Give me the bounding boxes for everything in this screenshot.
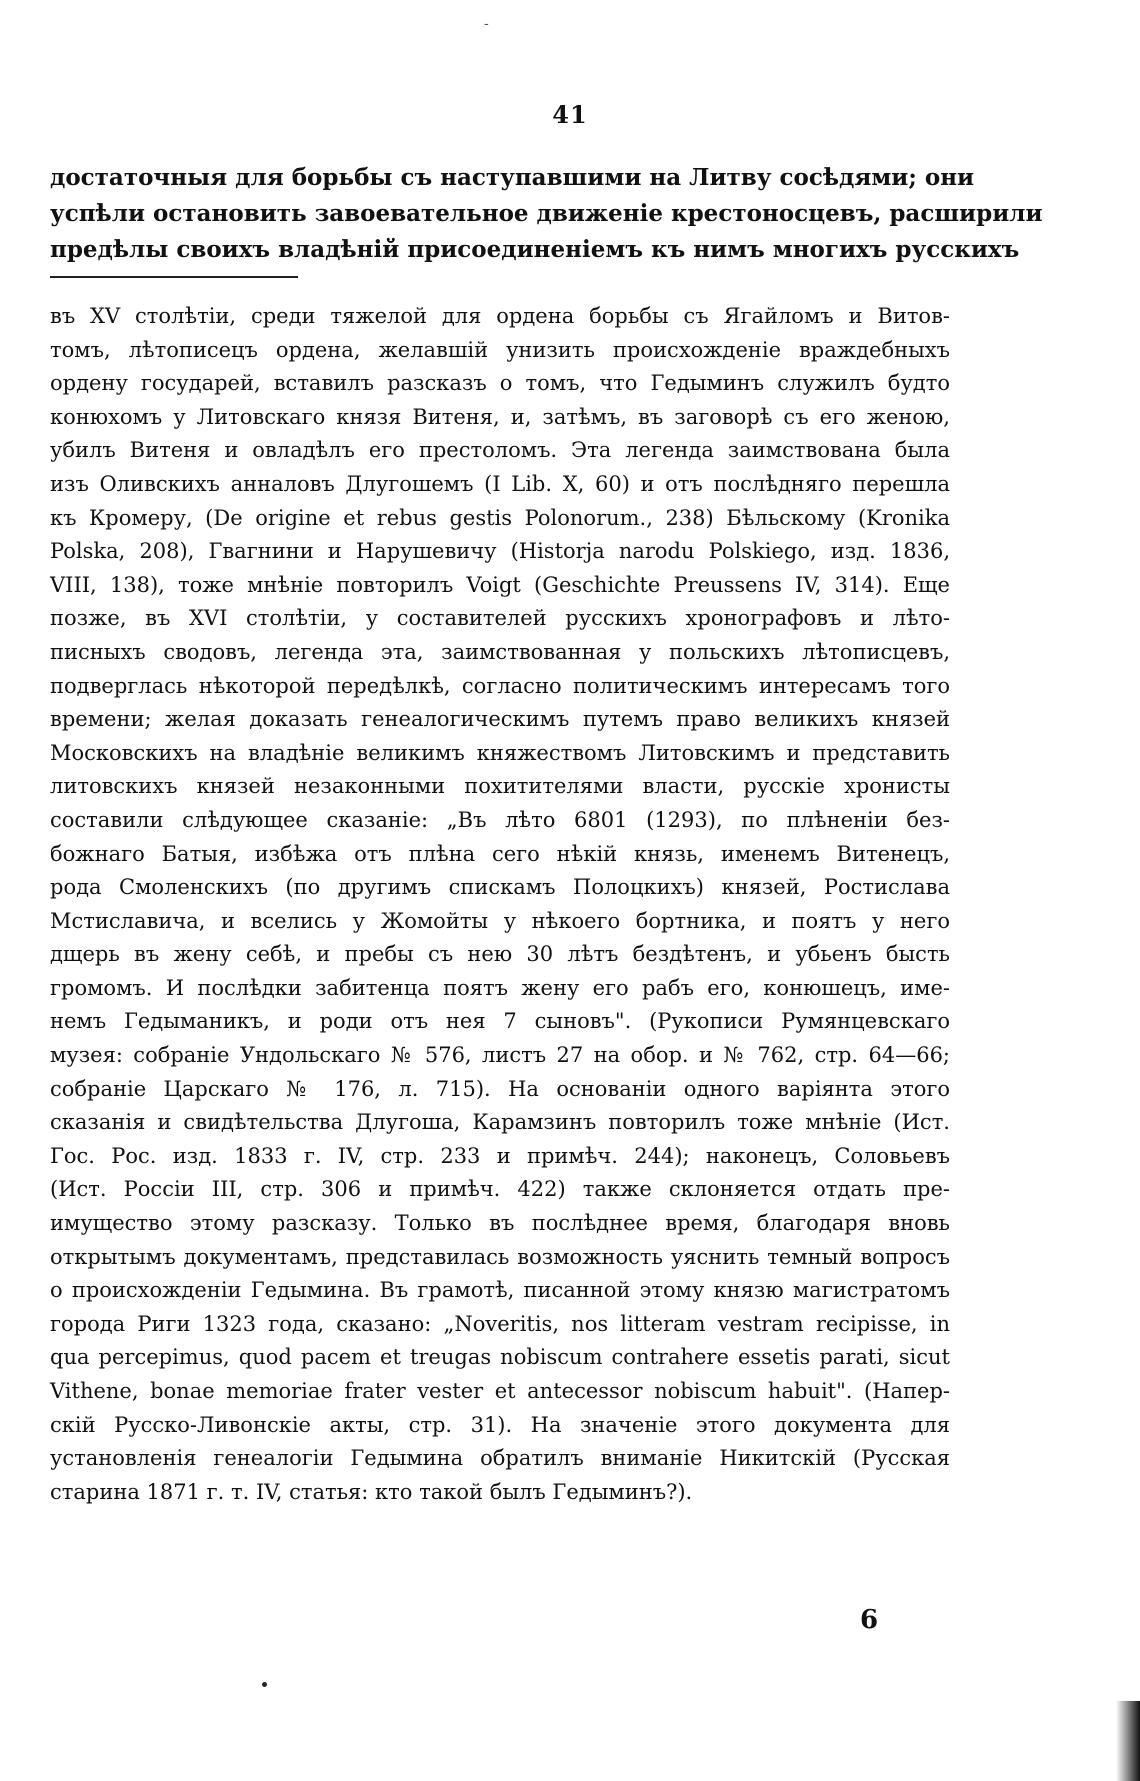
footnote-line: qua percepimus, quod pacem et treugas nobiscum contrahere essetis parati, sicut: [50, 1345, 950, 1370]
footnote-line: рода Смоленскихъ (по другимъ спискамъ Полоцкихъ) князей, Ростислава: [50, 875, 950, 900]
footnote-line: города Риги 1323 года, сказано: „Noveritis, nos litteram vestram recipisse, in: [50, 1311, 950, 1336]
footnote: [50, 300, 950, 1509]
footnote-line: писныхъ сводовъ, легенда эта, заимствованная у польскихъ лѣтописцевъ,: [50, 639, 950, 664]
footnote-line: позже, въ XVI столѣтіи, у составителей русскихъ хронографовъ и лѣто-: [50, 606, 950, 631]
footnote-line: собраніе Царскаго № 176, л. 715). На основаніи одного варіянта этого: [50, 1076, 950, 1101]
footnote-line: сказанія и свидѣтельства Длугоша, Карамзинъ повторилъ тоже мнѣніе (Ист.: [50, 1110, 950, 1135]
footnote-line: Polska, 208), Гвагнини и Нарушевичу (Historja narodu Polskiego, изд. 1836,: [50, 539, 950, 564]
footnote-line: томъ, лѣтописецъ ордена, желавшій унизить происхожденіе враждебныхъ: [50, 337, 950, 362]
footnote-line: громомъ. И послѣдки забитенца поятъ жену его рабъ его, конюшецъ, име-: [50, 975, 950, 1000]
footnote-line: подверглась нѣкоторой передѣлкѣ, согласно политическимъ интересамъ того: [50, 673, 950, 698]
footnote-line: Vithene, bonae memoriae frater vester et antecessor nobiscum habuit". (Напер-: [50, 1379, 950, 1403]
main-text: [50, 160, 1043, 268]
footnote-line: ордену государей, вставилъ разсказъ о томъ, что Гедыминъ служилъ будто: [50, 371, 950, 396]
footnote-line: музея: собраніе Ундольскаго № 576, листъ 27 на обор. и № 762, стр. 64—66;: [50, 1043, 950, 1068]
footnote-line: Гос. Рос. изд. 1833 г. IV, стр. 233 и примѣч. 244); наконецъ, Соловьевъ: [50, 1143, 950, 1168]
footnote-line: открытымъ документамъ, представилась возможность уяснить темный вопросъ: [50, 1244, 950, 1269]
footnote-separator: [50, 276, 298, 278]
footnote-line: старина 1871 г. т. IV, статья: кто такой былъ Гедыминъ?).: [50, 1479, 693, 1504]
footnote-line: установленія генеалогіи Гедымина обратилъ вниманіе Никитскій (Русская: [50, 1446, 950, 1471]
footnote-line: скій Русско-Ливонскіе акты, стр. 31). На значеніе этого документа для: [50, 1412, 950, 1437]
signature-mark: 6: [860, 1605, 879, 1635]
footnote-line: имущество этому разсказу. Только въ послѣднее время, благодаря вновь: [50, 1211, 950, 1236]
ink-dot: [262, 1682, 267, 1687]
footnote-line: въ XV столѣтіи, среди тяжелой для ордена борьбы съ Ягайломъ и Витов-: [50, 304, 950, 328]
footnote-line: дщерь въ жену себѣ, и пребы съ нею 30 лѣтъ бездѣтенъ, и убьенъ бысть: [50, 942, 950, 967]
page-edge-shadow: [1116, 1701, 1140, 1781]
page-number: 41: [552, 100, 588, 129]
footnote-line: божнаго Батыя, избѣжа отъ плѣна сего нѣкій князь, именемъ Витенецъ,: [50, 841, 950, 866]
main-text-line: предѣлы своихъ владѣній присоединеніемъ къ нимъ многихъ русскихъ: [50, 236, 1020, 263]
footnote-line: Московскихъ на владѣніе великимъ княжествомъ Литовскимъ и представить: [50, 740, 950, 765]
footnote-line: литовскихъ князей незаконными похитителями власти, русскіе хронисты: [50, 774, 950, 799]
footnote-line: (Ист. Россіи III, стр. 306 и примѣч. 422) также склоняется отдать пре-: [50, 1177, 950, 1202]
footnote-line: составили слѣдующее сказаніе: „Въ лѣто 6801 (1293), по плѣненіи без-: [50, 807, 950, 832]
footnote-line: къ Кромеру, (De origine et rebus gestis Polonorum., 238) Бѣльскому (Kronika: [50, 505, 950, 530]
main-text-line: успѣли остановить завоевательное движеніе крестоносцевъ, расширили: [50, 200, 1043, 227]
footnote-line: Мстиславича, и вселись у Жомойты у нѣкоего бортника, и поятъ у него: [50, 908, 950, 933]
footnote-line: убилъ Витеня и овладѣлъ его престоломъ. Эта легенда заимствована была: [50, 438, 950, 463]
footnote-line: времени; желая доказать генеалогическимъ путемъ право великихъ князей: [50, 707, 950, 732]
top-mark: -: [484, 16, 489, 32]
footnote-line: конюхомъ у Литовскаго князя Витеня, и, затѣмъ, въ заговорѣ съ его женою,: [50, 404, 950, 429]
footnote-line: о происхожденіи Гедымина. Въ грамотѣ, писанной этому князю магистратомъ: [50, 1278, 950, 1303]
footnote-line: немъ Гедыманикъ, и роди отъ нея 7 сыновъ". (Рукописи Румянцевскаго: [50, 1009, 950, 1034]
footnote-line: VIII, 138), тоже мнѣніе повторилъ Voigt (Geschichte Preussens IV, 314). Еще: [50, 572, 950, 597]
main-text-line: достаточныя для борьбы съ наступавшими на Литву сосѣдями; они: [50, 164, 975, 191]
footnote-line: изъ Оливскихъ анналовъ Длугошемъ (I Lib. X, 60) и отъ послѣдняго перешла: [50, 471, 950, 496]
